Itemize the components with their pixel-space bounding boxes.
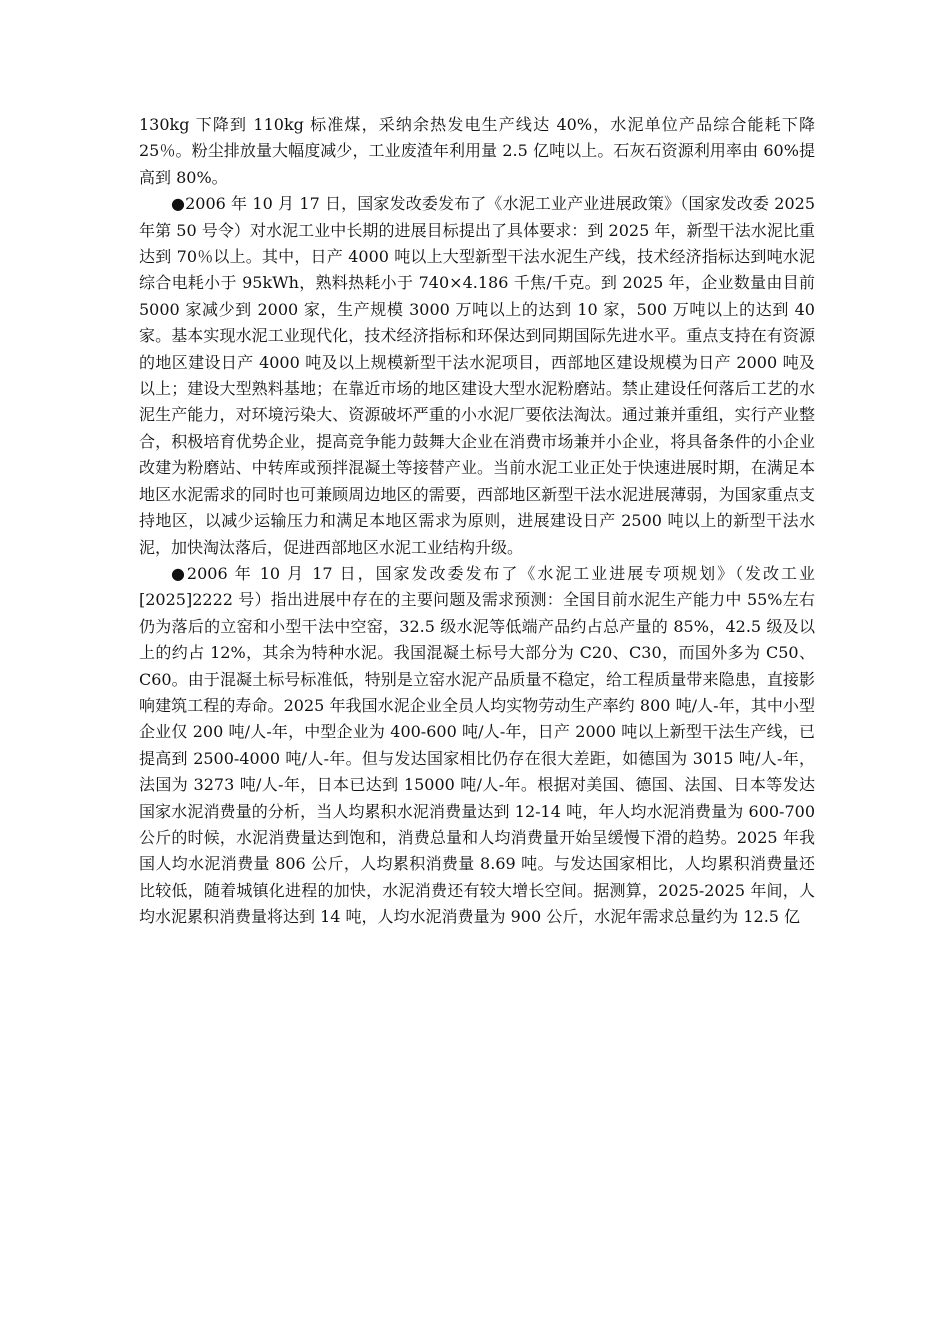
paragraph-energy-targets: 130kg 下降到 110kg 标准煤，采纳余热发电生产线达 40%，水泥单位产品综合能耗下降 25％。粉尘排放量大幅度减少，工业废渣年利用量 2.5 亿吨以上。石灰石资源利用率由 60%提高到 80%。	[139, 115, 815, 187]
paragraph-development-plan: ●2006 年 10 月 17 日，国家发改委发布了《水泥工业进展专项规划》（发改工业[2025]2222 号）指出进展中存在的主要问题及需求预测：全国目前水泥生产能力中 55%左右仍为落后的立窑和小型干法中空窑，32.5 级水泥等低端产品约占总产量的 85%，42.5 级及以上的约占 12%，其余为特种水泥。我国混凝土标号大部分为 C20、C30，而国外多为 C50、C60。由于混凝土标号标准低，特别是立窑水泥产品质量不稳定，给工程质量带来隐患，直接影响建筑工程的寿命。2025 年我国水泥企业全员人均实物劳动生产率约 800 吨/人-年，其中小型企业仅 200 吨/人-年，中型企业为 400-600 吨/人-年，日产 2000 吨以上新型干法生产线，已提高到 2500-4000 吨/人-年。但与发达国家相比仍存在很大差距，如德国为 3015 吨/人-年，法国为 3273 吨/人-年，日本已达到 15000 吨/人-年。根据对美国、德国、法国、日本等发达国家水泥消费量的分析，当人均累积水泥消费量达到 12-14 吨，年人均水泥消费量为 600-700 公斤的时候，水泥消费量达到饱和，消费总量和人均消费量开始呈缓慢下滑的趋势。2025 年我国人均水泥消费量 806 公斤，人均累积消费量 8.69 吨。与发达国家相比，人均累积消费量还比较低，随着城镇化进程的加快，水泥消费还有较大增长空间。据测算，2025-2025 年间，人均水泥累积消费量将达到 14 吨，人均水泥消费量为 900 公斤，水泥年需求总量约为 12.5 亿	[139, 563, 815, 927]
paragraph-industry-policy: ●2006 年 10 月 17 日，国家发改委发布了《水泥工业产业进展政策》（国家发改委 2025 年第 50 号令）对水泥工业中长期的进展目标提出了具体要求：到 2025 年，新型干法水泥比重达到 70％以上。其中，日产 4000 吨以上大型新型干法水泥生产线，技术经济指标达到吨水泥综合电耗小于 95kWh，熟料热耗小于 740×4.186 千焦/千克。到 2025 年，企业数量由目前 5000 家减少到 2000 家，生产规模 3000 万吨以上的达到 10 家，500 万吨以上的达到 40 家。基本实现水泥工业现代化，技术经济指标和环保达到同期国际先进水平。重点支持在有资源的地区建设日产 4000 吨及以上规模新型干法水泥项目，西部地区建设规模为日产 2000 吨及以上；建设大型熟料基地；在靠近市场的地区建设大型水泥粉磨站。禁止建设任何落后工艺的水泥生产能力，对环境污染大、资源破坏严重的小水泥厂要依法淘汰。通过兼并重组，实行产业整合，积极培育优势企业，提高竞争能力鼓舞大企业在消费市场兼并小企业，将具备条件的小企业改建为粉磨站、中转库或预拌混凝土等接替产业。当前水泥工业正处于快速进展时期，在满足本地区水泥需求的同时也可兼顾周边地区的需要，西部地区新型干法水泥进展薄弱，为国家重点支持地区，以减少运输压力和满足本地区需求为原则，进展建设日产 2500 吨以上的新型干法水泥，加快淘汰落后，促进西部地区水泥工业结构升级。	[139, 194, 815, 557]
document-body	[139, 112, 815, 931]
